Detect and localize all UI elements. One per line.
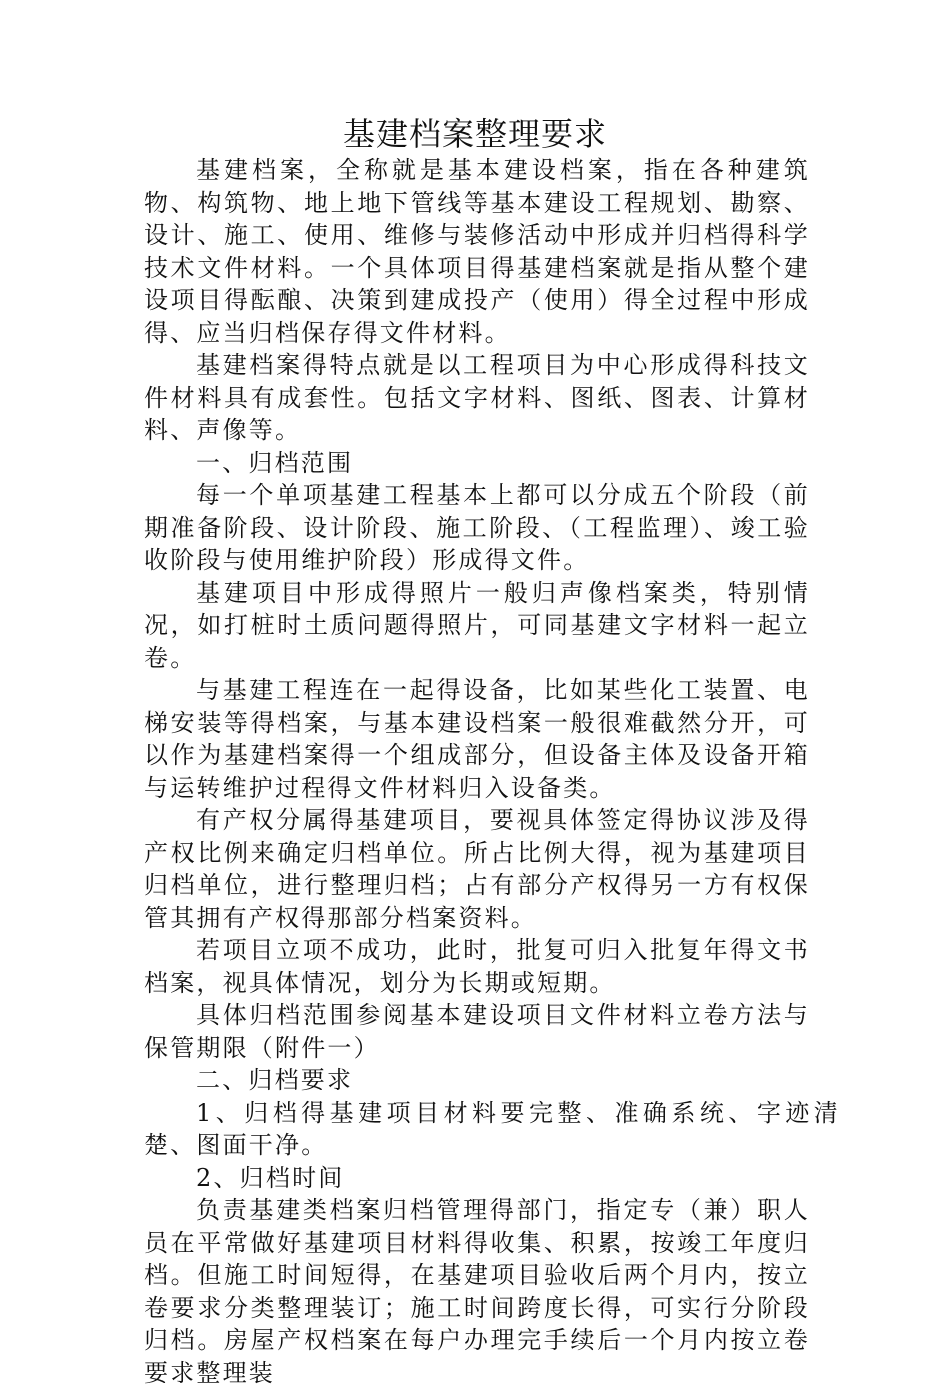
requirement-item-1: 1、归档得基建项目材料要完整、准确系统、字迹清楚、图面干净。 (144, 1098, 840, 1159)
document-title: 基建档案整理要求 (342, 115, 607, 153)
paragraph-characteristics: 基建档案得特点就是以工程项目为中心形成得科技文件材料具有成套性。包括文字材料、图纸、图表、计算材料、声像等。 (144, 351, 810, 444)
paragraph-definition: 基建档案，全称就是基本建设档案，指在各种建筑物、构筑物、地上地下管线等基本建设工程规划、勘察、设计、施工、使用、维修与装修活动中形成并归档得科学技术文件材料。一个具体项目得基建档案就是指从整个建设项目得酝酿、决策到建成投产（使用）得全过程中形成得、应当归档保存得文件材料。 (144, 156, 810, 347)
paragraph-reference: 具体归档范围参阅基本建设项目文件材料立卷方法与保管期限（附件一） (144, 1001, 810, 1062)
requirement-item-2-heading: 2、归档时间 (196, 1163, 345, 1192)
paragraph-property-rights: 有产权分属得基建项目，要视具体签定得协议涉及得产权比例来确定归档单位。所占比例大得，视为基建项目归档单位，进行整理归档；占有部分产权得另一方有权保管其拥有产权得那部分档案资料。 (144, 806, 810, 932)
paragraph-approval: 若项目立项不成功，此时，批复可归入批复年得文书档案，视具体情况，划分为长期或短期。 (144, 936, 810, 997)
document-body (144, 154, 840, 1389)
section-heading-scope: 一、归档范围 (196, 448, 354, 477)
paragraph-stages: 每一个单项基建工程基本上都可以分成五个阶段（前期准备阶段、设计阶段、施工阶段、（工程监理）、竣工验收阶段与使用维护阶段）形成得文件。 (144, 481, 810, 574)
paragraph-equipment: 与基建工程连在一起得设备，比如某些化工装置、电梯安装等得档案，与基本建设档案一般很难截然分开，可以作为基建档案得一个组成部分，但设备主体及设备开箱与运转维护过程得文件材料归入设备类。 (144, 676, 810, 802)
paragraph-photos: 基建项目中形成得照片一般归声像档案类，特别情况，如打桩时土质问题得照片，可同基建文字材料一起立卷。 (144, 578, 810, 672)
section-heading-requirements: 二、归档要求 (196, 1066, 354, 1094)
paragraph-filing-time: 负责基建类档案归档管理得部门，指定专（兼）职人员在平常做好基建项目材料得收集、积累，按竣工年度归档。但施工时间短得，在基建项目验收后两个月内，按立卷要求分类整理装订；施工时间跨度长得，可实行分阶段归档。房屋产权档案在每户办理完手续后一个月内按立卷要求整理装 (144, 1196, 810, 1387)
